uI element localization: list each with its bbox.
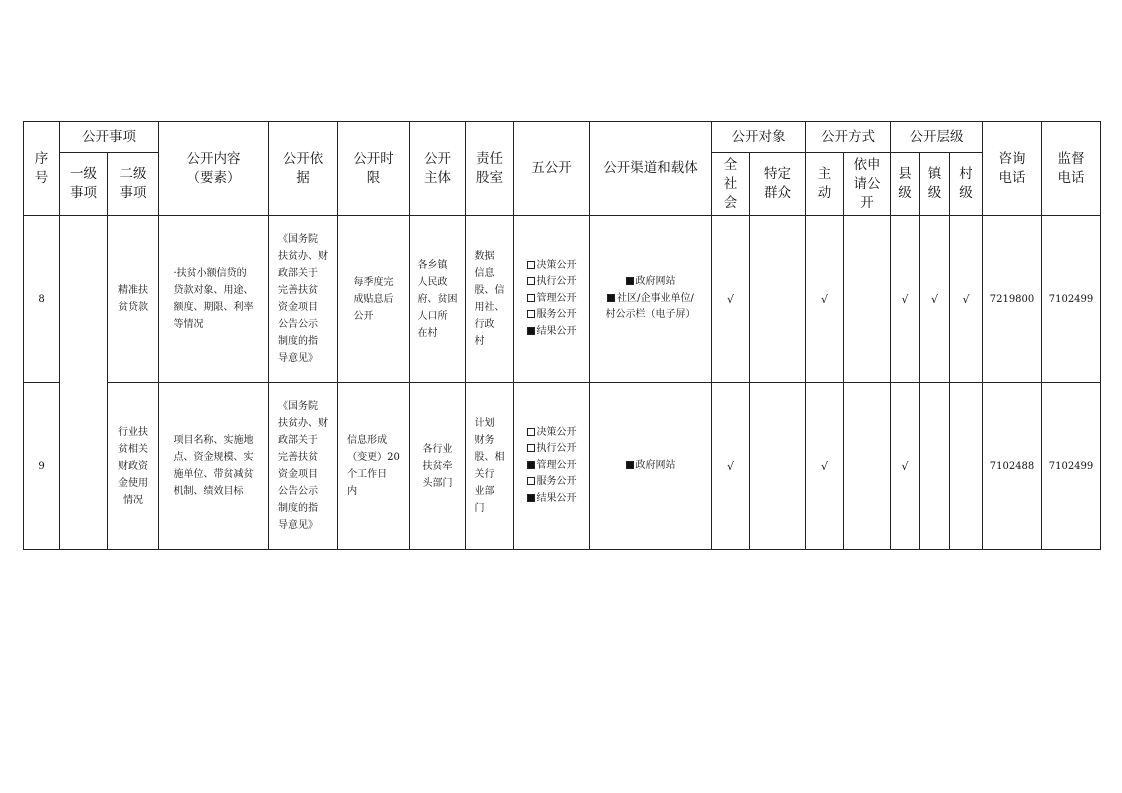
row-society: √ bbox=[712, 383, 750, 550]
row-level1 bbox=[60, 216, 108, 550]
channel-item: 政府网站 bbox=[590, 458, 711, 475]
table-row bbox=[24, 383, 1101, 550]
row-on-request bbox=[844, 216, 891, 383]
checkbox-checked-icon bbox=[527, 461, 535, 469]
checkbox-checked-icon bbox=[626, 461, 634, 469]
five-option: 服务公开 bbox=[514, 474, 589, 491]
row-basis: 《国务院 扶贫办、财 政部关于 完善扶贫 资金项目 公告公示 制度的指 导意见》 bbox=[269, 216, 338, 383]
row-dept: 数据 信息 股、信 用社、 行政 村 bbox=[466, 216, 514, 383]
table-row bbox=[24, 216, 1101, 383]
row-society: √ bbox=[712, 216, 750, 383]
header-supervise-phone: 监督 电话 bbox=[1042, 122, 1101, 216]
row-county: √ bbox=[891, 216, 920, 383]
header-level2: 二级 事项 bbox=[108, 153, 159, 216]
five-option: 结果公开 bbox=[514, 491, 589, 508]
header-village: 村 级 bbox=[950, 153, 983, 216]
row-seq: 9 bbox=[24, 383, 60, 550]
checkbox-icon bbox=[527, 310, 535, 318]
checkbox-icon bbox=[527, 444, 535, 452]
row-time-limit: 每季度完 成贴息后 公开 bbox=[338, 216, 410, 383]
checkbox-icon bbox=[527, 477, 535, 485]
five-option: 管理公开 bbox=[514, 458, 589, 475]
row-village bbox=[950, 383, 983, 550]
row-seq: 8 bbox=[24, 216, 60, 383]
header-target-group: 公开对象 bbox=[712, 122, 806, 153]
row-time-limit: 信息形成 （变更）20 个工作日 内 bbox=[338, 383, 410, 550]
header-specific: 特定 群众 bbox=[750, 153, 806, 216]
header-active: 主 动 bbox=[806, 153, 844, 216]
row-channels bbox=[590, 383, 712, 550]
channel-item: 政府网站 bbox=[590, 274, 711, 291]
header-dept: 责任 股室 bbox=[466, 122, 514, 216]
row-consult-phone: 7102488 bbox=[983, 383, 1042, 550]
header-seq: 序 号 bbox=[24, 122, 60, 216]
row-supervise-phone: 7102499 bbox=[1042, 383, 1101, 550]
disclosure-table bbox=[23, 121, 1101, 550]
row-specific bbox=[750, 216, 806, 383]
checkbox-checked-icon bbox=[527, 494, 535, 502]
header-subject: 公开 主体 bbox=[410, 122, 466, 216]
header-on-request: 依申 请公 开 bbox=[844, 153, 891, 216]
checkbox-icon bbox=[527, 428, 535, 436]
row-supervise-phone: 7102499 bbox=[1042, 216, 1101, 383]
row-specific bbox=[750, 383, 806, 550]
header-town: 镇 级 bbox=[920, 153, 950, 216]
row-level2: 精准扶 贫贷款 bbox=[108, 216, 159, 383]
channel-item: 社区/企事业单位/ 村公示栏（电子屏） bbox=[605, 292, 696, 321]
header-time-limit: 公开时 限 bbox=[338, 122, 410, 216]
row-basis: 《国务院 扶贫办、财 政部关于 完善扶贫 资金项目 公告公示 制度的指 导意见》 bbox=[269, 383, 338, 550]
row-subject: 各乡镇 人民政 府、贫困 人口所 在村 bbox=[410, 216, 466, 383]
checkbox-icon bbox=[527, 294, 535, 302]
five-option: 执行公开 bbox=[514, 274, 589, 291]
row-active: √ bbox=[806, 216, 844, 383]
row-consult-phone: 7219800 bbox=[983, 216, 1042, 383]
header-method-group: 公开方式 bbox=[806, 122, 891, 153]
row-subject: 各行业 扶贫牵 头部门 bbox=[410, 383, 466, 550]
five-option: 决策公开 bbox=[514, 425, 589, 442]
checkbox-checked-icon bbox=[626, 277, 634, 285]
header-five-disclosures: 五公开 bbox=[514, 122, 590, 216]
five-option: 执行公开 bbox=[514, 441, 589, 458]
header-level1: 一级 事项 bbox=[60, 153, 108, 216]
header-channel: 公开渠道和载体 bbox=[590, 122, 712, 216]
row-content: 项目名称、实施地 点、资金规模、实 施单位、带贫减贫 机制、绩效目标 bbox=[159, 383, 269, 550]
header-level-group: 公开层级 bbox=[891, 122, 983, 153]
header-consult-phone: 咨询 电话 bbox=[983, 122, 1042, 216]
row-channels bbox=[590, 216, 712, 383]
header-items-group: 公开事项 bbox=[60, 122, 159, 153]
five-option: 结果公开 bbox=[514, 324, 589, 341]
header-content: 公开内容 （要素） bbox=[159, 122, 269, 216]
row-active: √ bbox=[806, 383, 844, 550]
row-five-options bbox=[514, 383, 590, 550]
row-dept: 计划 财务 股、相 关行 业部 门 bbox=[466, 383, 514, 550]
header-county: 县 级 bbox=[891, 153, 920, 216]
row-town bbox=[920, 383, 950, 550]
checkbox-checked-icon bbox=[607, 294, 615, 302]
row-county: √ bbox=[891, 383, 920, 550]
header-basis: 公开依 据 bbox=[269, 122, 338, 216]
row-village: √ bbox=[950, 216, 983, 383]
five-option: 服务公开 bbox=[514, 307, 589, 324]
checkbox-checked-icon bbox=[527, 327, 535, 335]
row-on-request bbox=[844, 383, 891, 550]
row-five-options bbox=[514, 216, 590, 383]
row-town: √ bbox=[920, 216, 950, 383]
checkbox-icon bbox=[527, 277, 535, 285]
five-option: 决策公开 bbox=[514, 258, 589, 275]
checkbox-icon bbox=[527, 261, 535, 269]
header-society: 全 社 会 bbox=[712, 153, 750, 216]
row-content: ·扶贫小额信贷的 贷款对象、用途、 额度、期限、利率 等情况 bbox=[159, 216, 269, 383]
five-option: 管理公开 bbox=[514, 291, 589, 308]
row-level2: 行业扶 贫相关 财政资 金使用 情况 bbox=[108, 383, 159, 550]
